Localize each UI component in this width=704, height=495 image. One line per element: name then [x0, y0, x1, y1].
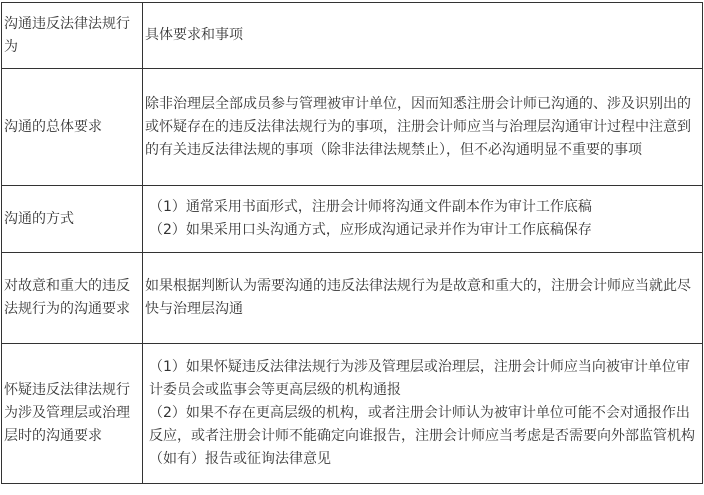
table-row — [2, 253, 703, 344]
row-content-line: （1）如果怀疑违反法律法规行为涉及管理层或治理层，注册会计师应当向被审计单位审计委员会或监事会等更高层级的机构通报 — [149, 359, 690, 398]
row-label: 怀疑违反法律法规行为涉及管理层或治理层时的沟通要求 — [4, 382, 130, 444]
row-label: 沟通的总体要求 — [4, 118, 102, 135]
row-content-cell — [143, 69, 703, 186]
header-left-text: 沟通违反法律法规行为 — [4, 15, 130, 55]
header-right-text: 具体要求和事项 — [145, 27, 243, 43]
row-content-cell — [143, 344, 703, 484]
row-label-cell — [2, 186, 143, 253]
row-content-cell — [143, 186, 703, 253]
row-label: 沟通的方式 — [4, 210, 74, 227]
header-right-cell — [143, 3, 703, 69]
table-row — [2, 69, 703, 186]
row-content-cell — [143, 253, 703, 344]
rules-table — [1, 2, 703, 484]
row-content-line: （1）通常采用书面形式，注册会计师将沟通文件副本作为审计工作底稿 — [149, 199, 592, 215]
table-header-row — [2, 3, 703, 69]
row-label-cell — [2, 253, 143, 344]
row-content: 如果根据判断认为需要沟通的违反法律法规行为是故意和重大的，注册会计师应当就此尽快与治理层沟通 — [145, 278, 691, 317]
row-content: 除非治理层全部成员参与管理被审计单位，因而知悉注册会计师已沟通的、涉及识别出的或怀疑存在的违反法律法规行为的事项，注册会计师应当与治理层沟通审计过程中注意到的有关违反法律法规的事项（除非法律法规禁止），但不必沟通明显不重要的事项 — [145, 95, 691, 158]
row-content-line: （2）如果采用口头沟通方式，应形成沟通记录并作为审计工作底稿保存 — [149, 222, 592, 238]
table-row — [2, 344, 703, 484]
header-left-cell — [2, 3, 143, 69]
table-row — [2, 186, 703, 253]
row-label-cell — [2, 344, 143, 484]
row-content-line: （2）如果不存在更高层级的机构，或者注册会计师认为被审计单位可能不会对通报作出反应，或者注册会计师不能确定向谁报告，注册会计师应当考虑是否需要向外部监管机构（如有）报告或征询法律意见 — [149, 405, 695, 467]
row-label: 对故意和重大的违反法规行为的沟通要求 — [4, 278, 130, 317]
row-label-cell — [2, 69, 143, 186]
